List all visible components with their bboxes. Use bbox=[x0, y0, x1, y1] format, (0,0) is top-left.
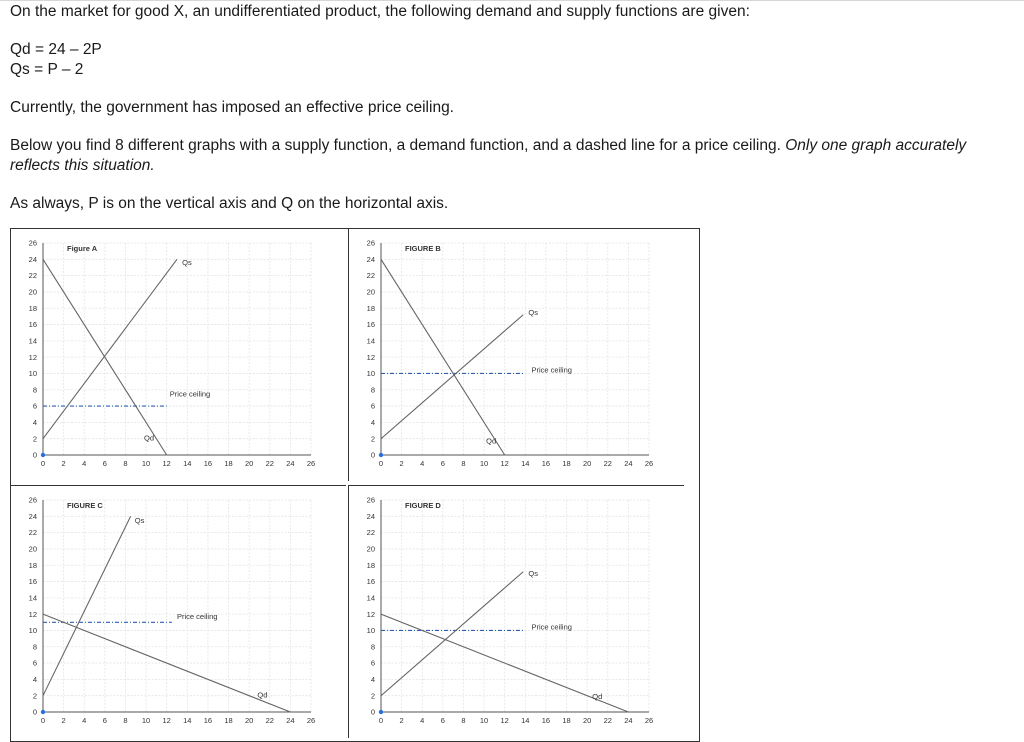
figure-d-x-tick-label: 26 bbox=[644, 716, 654, 725]
figure-b-y-tick-label: 4 bbox=[370, 417, 375, 427]
figure-d-x-tick-label: 10 bbox=[479, 716, 489, 725]
figure-d-supply-label: Qs bbox=[528, 568, 538, 578]
figure-d-qs-curve bbox=[381, 572, 523, 696]
axes-note: As always, P is on the vertical axis and Q on the horizontal axis. bbox=[10, 195, 449, 212]
figure-a-x-tick-label: 18 bbox=[224, 459, 233, 468]
figure-a-y-tick-label: 16 bbox=[28, 320, 37, 330]
figure-c-x-tick-label: 8 bbox=[123, 716, 128, 725]
figure-c-chart bbox=[11, 486, 346, 738]
figure-d-title: FIGURE D bbox=[405, 501, 441, 510]
figure-d-demand-label: Qd bbox=[592, 691, 603, 701]
figure-d-y-tick-label: 24 bbox=[366, 511, 375, 521]
figure-b-chart bbox=[349, 229, 684, 481]
figure-a-chart bbox=[11, 229, 346, 481]
figure-d-y-tick-label: 10 bbox=[366, 626, 375, 636]
figure-a-y-tick-label: 8 bbox=[32, 385, 37, 395]
figure-c-x-tick-label: 4 bbox=[82, 716, 87, 725]
figure-b-x-tick-label: 22 bbox=[603, 459, 612, 468]
figure-a-panel bbox=[11, 229, 346, 481]
figure-c-x-tick-label: 24 bbox=[286, 716, 295, 725]
figure-d-chart bbox=[349, 486, 684, 738]
figure-b-y-tick-label: 10 bbox=[366, 369, 375, 379]
figure-a-y-tick-label: 18 bbox=[28, 303, 37, 313]
figure-d-price-ceiling-label: Price ceiling bbox=[531, 622, 572, 632]
figure-d-y-tick-label: 26 bbox=[366, 495, 375, 505]
figure-d-y-tick-label: 22 bbox=[366, 528, 375, 538]
figure-a-y-tick-label: 20 bbox=[28, 287, 37, 297]
figure-c-x-tick-label: 0 bbox=[40, 716, 46, 725]
figure-d-x-tick-label: 2 bbox=[399, 716, 404, 725]
figure-d-x-tick-label: 22 bbox=[603, 716, 612, 725]
figure-b-demand-label: Qd bbox=[486, 436, 497, 446]
figure-d-y-tick-label: 16 bbox=[366, 577, 375, 587]
figure-c-y-tick-label: 8 bbox=[32, 642, 37, 652]
figure-d-y-tick-label: 0 bbox=[370, 707, 375, 717]
figure-a-plot bbox=[29, 239, 316, 468]
figure-a-y-tick-label: 26 bbox=[28, 238, 37, 248]
figure-a-x-tick-label: 12 bbox=[162, 459, 171, 468]
figure-c-supply-label: Qs bbox=[134, 515, 145, 525]
figure-b-x-tick-label: 2 bbox=[399, 459, 404, 468]
figure-c-x-tick-label: 16 bbox=[203, 716, 213, 725]
figure-a-y-tick-label: 12 bbox=[28, 352, 37, 362]
figure-d-x-tick-label: 24 bbox=[624, 716, 633, 725]
question-text bbox=[10, 2, 1015, 214]
figure-d-x-tick-label: 6 bbox=[440, 716, 445, 725]
figure-a-x-tick-label: 24 bbox=[286, 459, 295, 468]
figure-a-x-tick-label: 6 bbox=[102, 459, 107, 468]
graphs-note-plain: Below you find 8 different graphs with a supply function, a demand function, and a dashed line for a price ceiling. bbox=[10, 137, 786, 154]
figure-b-y-tick-label: 16 bbox=[366, 320, 375, 330]
figure-d-x-tick-label: 14 bbox=[521, 716, 530, 725]
figure-d-panel bbox=[348, 485, 684, 738]
figure-a-y-tick-label: 10 bbox=[28, 369, 37, 379]
ceiling-note: Currently, the government has imposed an effective price ceiling. bbox=[10, 99, 454, 116]
figure-b-panel bbox=[348, 229, 684, 481]
figure-c-y-tick-label: 14 bbox=[28, 593, 37, 603]
figure-a-y-tick-label: 2 bbox=[32, 434, 37, 444]
figure-c-x-tick-label: 12 bbox=[162, 716, 171, 725]
figure-a-x-tick-label: 4 bbox=[82, 459, 87, 468]
figure-b-x-tick-label: 20 bbox=[582, 459, 592, 468]
figure-a-demand-label: Qd bbox=[144, 433, 155, 443]
figure-b-x-tick-label: 14 bbox=[521, 459, 530, 468]
figure-a-y-tick-label: 14 bbox=[28, 336, 37, 346]
figure-c-x-tick-label: 2 bbox=[61, 716, 66, 725]
figure-c-x-tick-label: 26 bbox=[306, 716, 316, 725]
figure-a-x-tick-label: 8 bbox=[123, 459, 128, 468]
figure-a-y-tick-label: 0 bbox=[32, 450, 37, 460]
figure-a-x-tick-label: 22 bbox=[265, 459, 274, 468]
figure-b-y-tick-label: 2 bbox=[370, 434, 375, 444]
figure-a-title: Figure A bbox=[67, 244, 98, 253]
figure-a-y-tick-label: 4 bbox=[32, 417, 37, 427]
figure-a-y-tick-label: 24 bbox=[28, 254, 37, 264]
figure-c-price-ceiling-label: Price ceiling bbox=[177, 612, 218, 622]
figure-d-x-tick-label: 20 bbox=[582, 716, 592, 725]
figure-c-y-tick-label: 16 bbox=[28, 577, 37, 587]
figure-d-x-tick-label: 0 bbox=[378, 716, 384, 725]
figure-c-y-tick-label: 0 bbox=[32, 707, 37, 717]
figure-b-x-tick-label: 26 bbox=[644, 459, 654, 468]
figure-b-y-tick-label: 26 bbox=[366, 238, 375, 248]
figure-a-x-tick-label: 16 bbox=[203, 459, 213, 468]
figure-a-x-tick-label: 10 bbox=[141, 459, 151, 468]
figure-c-x-tick-label: 22 bbox=[265, 716, 274, 725]
figure-a-qs-curve bbox=[43, 259, 177, 438]
figure-b-x-tick-label: 12 bbox=[500, 459, 509, 468]
figure-d-y-tick-label: 4 bbox=[370, 674, 375, 684]
figure-b-y-tick-label: 22 bbox=[366, 271, 375, 281]
figure-b-plot bbox=[367, 239, 654, 468]
figure-b-x-tick-label: 0 bbox=[378, 459, 384, 468]
figure-c-y-tick-label: 22 bbox=[28, 528, 37, 538]
figure-a-y-tick-label: 6 bbox=[32, 401, 37, 411]
figure-b-x-tick-label: 18 bbox=[562, 459, 571, 468]
figure-c-title: FIGURE C bbox=[67, 501, 103, 510]
figure-b-title: FIGURE B bbox=[405, 244, 441, 253]
figure-c-x-tick-label: 20 bbox=[244, 716, 254, 725]
demand-equation: Qd = 24 – 2P bbox=[10, 41, 102, 58]
figure-c-x-tick-label: 14 bbox=[183, 716, 192, 725]
figure-b-x-tick-label: 6 bbox=[440, 459, 445, 468]
figure-a-x-tick-label: 0 bbox=[40, 459, 46, 468]
figure-d-x-tick-label: 12 bbox=[500, 716, 509, 725]
figure-d-y-tick-label: 2 bbox=[370, 691, 375, 701]
figure-c-y-tick-label: 24 bbox=[28, 511, 37, 521]
figure-a-y-tick-label: 22 bbox=[28, 271, 37, 281]
figure-a-supply-label: Qs bbox=[182, 258, 192, 268]
figure-c-y-tick-label: 26 bbox=[28, 495, 37, 505]
figure-b-y-tick-label: 8 bbox=[370, 385, 375, 395]
figure-c-plot bbox=[29, 496, 316, 725]
figure-d-x-tick-label: 18 bbox=[562, 716, 571, 725]
figure-b-x-tick-label: 8 bbox=[461, 459, 466, 468]
figure-c-y-tick-label: 2 bbox=[32, 691, 37, 701]
graphs-note bbox=[10, 136, 1015, 176]
figure-b-x-tick-label: 4 bbox=[420, 459, 425, 468]
figure-b-y-tick-label: 6 bbox=[370, 401, 375, 411]
intro-line-1: On the market for good X, an undifferentiated product, the following demand and supply functions are given: bbox=[10, 3, 750, 20]
figure-b-y-tick-label: 0 bbox=[370, 450, 375, 460]
figure-c-y-tick-label: 20 bbox=[28, 544, 37, 554]
figure-a-origin-marker bbox=[41, 453, 45, 457]
figure-d-y-tick-label: 6 bbox=[370, 658, 375, 668]
figure-c-qs-curve bbox=[43, 516, 131, 695]
top-rule bbox=[0, 0, 1024, 1]
figure-a-x-tick-label: 2 bbox=[61, 459, 66, 468]
figure-a-x-tick-label: 14 bbox=[183, 459, 192, 468]
figure-a-x-tick-label: 26 bbox=[306, 459, 316, 468]
figure-c-origin-marker bbox=[41, 710, 45, 714]
figure-b-y-tick-label: 12 bbox=[366, 352, 375, 362]
figure-c-y-tick-label: 4 bbox=[32, 674, 37, 684]
graphs-note-italic: Only one graph accurately reflects this situation. bbox=[10, 137, 967, 174]
figure-d-x-tick-label: 8 bbox=[461, 716, 466, 725]
figure-b-x-tick-label: 10 bbox=[479, 459, 489, 468]
figure-c-y-tick-label: 6 bbox=[32, 658, 37, 668]
figure-b-y-tick-label: 20 bbox=[366, 287, 375, 297]
supply-equation: Qs = P – 2 bbox=[10, 61, 84, 78]
figure-b-y-tick-label: 14 bbox=[366, 336, 375, 346]
figure-b-y-tick-label: 24 bbox=[366, 254, 375, 264]
figure-d-plot bbox=[367, 496, 654, 725]
figure-b-x-tick-label: 16 bbox=[541, 459, 551, 468]
figure-c-x-tick-label: 18 bbox=[224, 716, 233, 725]
figure-d-y-tick-label: 20 bbox=[366, 544, 375, 554]
figure-a-x-tick-label: 20 bbox=[244, 459, 254, 468]
figure-b-origin-marker bbox=[379, 453, 383, 457]
figure-a-price-ceiling-label: Price ceiling bbox=[169, 389, 211, 399]
figure-b-y-tick-label: 18 bbox=[366, 303, 375, 313]
figure-c-y-tick-label: 12 bbox=[28, 609, 37, 619]
figure-d-x-tick-label: 4 bbox=[420, 716, 425, 725]
figure-c-x-tick-label: 10 bbox=[141, 716, 151, 725]
figure-c-y-tick-label: 18 bbox=[28, 560, 37, 570]
figure-c-demand-label: Qd bbox=[257, 690, 268, 700]
figure-c-x-tick-label: 6 bbox=[102, 716, 107, 725]
figure-d-origin-marker bbox=[379, 710, 383, 714]
figure-b-price-ceiling-label: Price ceiling bbox=[531, 365, 572, 375]
figure-d-x-tick-label: 16 bbox=[541, 716, 551, 725]
figure-d-y-tick-label: 8 bbox=[370, 642, 375, 652]
figure-c-panel bbox=[11, 485, 346, 738]
figures-table bbox=[10, 228, 700, 742]
figure-d-y-tick-label: 12 bbox=[366, 609, 375, 619]
figure-c-y-tick-label: 10 bbox=[28, 626, 37, 636]
figure-b-supply-label: Qs bbox=[528, 307, 538, 317]
figure-b-x-tick-label: 24 bbox=[624, 459, 633, 468]
figure-b-qs-curve bbox=[381, 315, 523, 439]
figure-d-y-tick-label: 18 bbox=[366, 560, 375, 570]
figure-d-y-tick-label: 14 bbox=[366, 593, 375, 603]
